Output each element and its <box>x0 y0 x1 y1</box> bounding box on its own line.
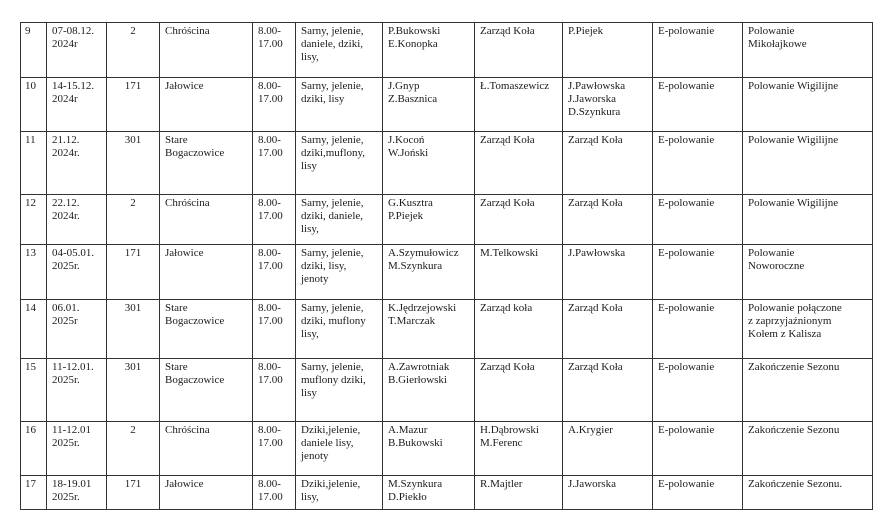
responsible-line: Zarząd Koła <box>568 302 623 314</box>
registration-cell: E-polowanie <box>653 359 743 422</box>
hours-line: 8.00- <box>258 361 281 373</box>
date-cell <box>47 359 107 422</box>
table-row <box>21 359 873 422</box>
hours-cell <box>253 132 296 195</box>
location-line: Stare <box>165 302 188 314</box>
hunt-name-cell <box>743 476 873 510</box>
hunt-leaders-line: G.Kusztra <box>388 197 433 209</box>
responsible-cell <box>563 300 653 359</box>
hunt-name-cell <box>743 78 873 132</box>
row-number-cell: 17 <box>21 476 47 510</box>
organizer-cell <box>475 132 563 195</box>
organizer-cell <box>475 245 563 300</box>
date-line: 21.12. <box>52 134 80 146</box>
date-line: 2025r. <box>52 374 80 386</box>
responsible-line: J.Pawłowska <box>568 80 626 92</box>
hunt-name-line: Polowanie Wigilijne <box>748 197 839 209</box>
organizer-line: Zarząd Koła <box>480 197 535 209</box>
location-line: Bogaczowice <box>165 315 225 327</box>
registration-cell: E-polowanie <box>653 195 743 245</box>
hunt-leaders-cell <box>383 78 475 132</box>
date-line: 04-05.01. <box>52 247 95 259</box>
date-line: 2024r <box>52 38 78 50</box>
row-number-cell: 9 <box>21 23 47 78</box>
organizer-line: R.Majtler <box>480 478 523 490</box>
organizer-line: Zarząd Koła <box>480 134 535 146</box>
location-cell <box>160 195 253 245</box>
hunt-leaders-line: D.Piekło <box>388 491 427 503</box>
location-cell <box>160 132 253 195</box>
hunt-name-line: Polowanie Wigilijne <box>748 134 839 146</box>
location-line: Jałowice <box>165 80 204 92</box>
organizer-cell <box>475 78 563 132</box>
registration-cell: E-polowanie <box>653 476 743 510</box>
date-cell <box>47 195 107 245</box>
date-cell <box>47 245 107 300</box>
date-cell <box>47 422 107 476</box>
hunt-name-line: z zaprzyjaźnionym <box>748 315 832 327</box>
location-cell <box>160 359 253 422</box>
hunt-leaders-line: B.Bukowski <box>388 437 443 449</box>
game-species-line: Sarny, jelenie, <box>301 361 364 373</box>
game-species-line: dziki, muflony <box>301 315 366 327</box>
hours-line: 17.00 <box>258 315 283 327</box>
responsible-line: D.Szynkura <box>568 106 621 118</box>
table-row <box>21 422 873 476</box>
table-row <box>21 23 873 78</box>
date-line: 06.01. <box>52 302 80 314</box>
date-line: 11-12.01 <box>52 424 92 436</box>
organizer-cell <box>475 359 563 422</box>
registration-cell: E-polowanie <box>653 245 743 300</box>
game-species-line: dziki, lisy <box>301 93 345 105</box>
responsible-line: Zarząd Koła <box>568 197 623 209</box>
location-line: Chróścina <box>165 197 210 209</box>
date-line: 2025r. <box>52 491 80 503</box>
organizer-line: M.Ferenc <box>480 437 523 449</box>
game-species-line: jenoty <box>301 273 329 285</box>
hunting-district-cell: 171 <box>107 245 160 300</box>
responsible-cell <box>563 23 653 78</box>
hunt-leaders-line: M.Szynkura <box>388 478 443 490</box>
hours-cell <box>253 195 296 245</box>
game-species-line: lisy, <box>301 328 319 340</box>
date-line: 07-08.12. <box>52 25 95 37</box>
location-cell <box>160 245 253 300</box>
game-species-line: Dziki,jelenie, <box>301 424 361 436</box>
hours-cell <box>253 476 296 510</box>
hours-line: 17.00 <box>258 491 283 503</box>
hunt-name-line: Polowanie <box>748 25 795 37</box>
hunt-leaders-line: B.Gierłowski <box>388 374 447 386</box>
game-species-line: lisy, <box>301 51 319 63</box>
hunting-district-cell: 301 <box>107 359 160 422</box>
hunt-name-cell <box>743 23 873 78</box>
hours-line: 8.00- <box>258 247 281 259</box>
table-row <box>21 245 873 300</box>
hours-line: 17.00 <box>258 260 283 272</box>
location-cell <box>160 422 253 476</box>
date-line: 18-19.01 <box>52 478 92 490</box>
location-line: Bogaczowice <box>165 147 225 159</box>
hunt-leaders-cell <box>383 422 475 476</box>
responsible-cell <box>563 132 653 195</box>
location-line: Stare <box>165 361 188 373</box>
game-species-line: lisy <box>301 160 317 172</box>
date-line: 2024r. <box>52 147 80 159</box>
hunt-name-cell <box>743 300 873 359</box>
hours-line: 17.00 <box>258 147 283 159</box>
organizer-line: Zarząd koła <box>480 302 533 314</box>
game-species-line: daniele, dziki, <box>301 38 364 50</box>
hunt-leaders-line: P.Bukowski <box>388 25 441 37</box>
hunt-leaders-line: P.Piejek <box>388 210 424 222</box>
hunting-district-cell: 2 <box>107 422 160 476</box>
row-number-cell: 16 <box>21 422 47 476</box>
organizer-cell <box>475 300 563 359</box>
game-species-line: Sarny, jelenie, <box>301 134 364 146</box>
hunting-district-cell: 171 <box>107 78 160 132</box>
hunt-name-line: Zakończenie Sezonu <box>748 424 840 436</box>
hunting-district-cell: 301 <box>107 300 160 359</box>
hunt-leaders-line: W.Joński <box>388 147 429 159</box>
location-line: Jałowice <box>165 478 204 490</box>
date-line: 2024r <box>52 93 78 105</box>
game-species-line: jenoty <box>301 450 329 462</box>
date-line: 2025r <box>52 315 78 327</box>
hunt-name-line: Kołem z Kalisza <box>748 328 822 340</box>
registration-cell: E-polowanie <box>653 23 743 78</box>
hunt-name-cell <box>743 132 873 195</box>
hunt-leaders-line: A.Mazur <box>388 424 428 436</box>
organizer-cell <box>475 476 563 510</box>
hunt-leaders-line: Z.Basznica <box>388 93 438 105</box>
organizer-line: H.Dąbrowski <box>480 424 539 436</box>
row-number-cell: 14 <box>21 300 47 359</box>
responsible-cell <box>563 78 653 132</box>
hours-cell <box>253 359 296 422</box>
game-species-line: dziki, daniele, <box>301 210 364 222</box>
date-cell <box>47 476 107 510</box>
game-species-cell <box>296 78 383 132</box>
date-cell <box>47 78 107 132</box>
location-line: Bogaczowice <box>165 374 225 386</box>
location-cell <box>160 78 253 132</box>
game-species-line: lisy, <box>301 491 319 503</box>
row-number-cell: 12 <box>21 195 47 245</box>
hunt-leaders-cell <box>383 359 475 422</box>
hours-line: 17.00 <box>258 374 283 386</box>
hours-line: 8.00- <box>258 424 281 436</box>
hunt-leaders-cell <box>383 195 475 245</box>
registration-cell: E-polowanie <box>653 132 743 195</box>
hours-cell <box>253 78 296 132</box>
location-cell <box>160 300 253 359</box>
row-number-cell: 15 <box>21 359 47 422</box>
date-line: 11-12.01. <box>52 361 94 373</box>
game-species-line: Dziki,jelenie, <box>301 478 361 490</box>
hunt-name-cell <box>743 359 873 422</box>
organizer-line: Zarząd Koła <box>480 25 535 37</box>
hours-line: 17.00 <box>258 93 283 105</box>
responsible-cell <box>563 422 653 476</box>
hours-cell <box>253 245 296 300</box>
game-species-line: Sarny, jelenie, <box>301 247 364 259</box>
game-species-line: Sarny, jelenie, <box>301 302 364 314</box>
hours-line: 8.00- <box>258 302 281 314</box>
hours-line: 8.00- <box>258 25 281 37</box>
date-cell <box>47 300 107 359</box>
hunt-schedule-table <box>20 22 873 510</box>
game-species-line: Sarny, jelenie, <box>301 80 364 92</box>
game-species-line: Sarny, jelenie, <box>301 25 364 37</box>
hunt-name-cell <box>743 245 873 300</box>
game-species-line: Sarny, jelenie, <box>301 197 364 209</box>
responsible-line: A.Krygier <box>568 424 613 436</box>
responsible-line: Zarząd Koła <box>568 361 623 373</box>
responsible-line: J.Pawłowska <box>568 247 626 259</box>
hunt-leaders-line: K.Jędrzejowski <box>388 302 457 314</box>
hours-cell <box>253 23 296 78</box>
table-body <box>21 23 873 510</box>
hours-line: 8.00- <box>258 134 281 146</box>
organizer-line: Ł.Tomaszewicz <box>480 80 550 92</box>
hours-line: 17.00 <box>258 437 283 449</box>
responsible-cell <box>563 476 653 510</box>
game-species-cell <box>296 245 383 300</box>
hunt-leaders-line: M.Szynkura <box>388 260 443 272</box>
game-species-cell <box>296 422 383 476</box>
game-species-line: dziki, lisy, <box>301 260 347 272</box>
location-line: Chróścina <box>165 25 210 37</box>
hunt-leaders-cell <box>383 476 475 510</box>
date-cell <box>47 23 107 78</box>
game-species-cell <box>296 359 383 422</box>
table-row <box>21 300 873 359</box>
hunt-name-line: Mikołajkowe <box>748 38 807 50</box>
organizer-line: M.Telkowski <box>480 247 539 259</box>
game-species-cell <box>296 195 383 245</box>
hunting-district-cell: 2 <box>107 195 160 245</box>
organizer-cell <box>475 422 563 476</box>
game-species-line: lisy, <box>301 223 319 235</box>
hunt-name-line: Zakończenie Sezonu. <box>748 478 843 490</box>
date-line: 2024r. <box>52 210 80 222</box>
hunt-name-line: Polowanie połączone <box>748 302 842 314</box>
hunt-leaders-line: J.Gnyp <box>388 80 420 92</box>
location-line: Chróścina <box>165 424 210 436</box>
hunt-leaders-cell <box>383 132 475 195</box>
location-line: Stare <box>165 134 188 146</box>
hunting-district-cell: 171 <box>107 476 160 510</box>
hunt-leaders-line: A.Zawrotniak <box>388 361 450 373</box>
hunt-leaders-cell <box>383 23 475 78</box>
game-species-cell <box>296 476 383 510</box>
responsible-line: P.Piejek <box>568 25 604 37</box>
hunt-leaders-line: T.Marczak <box>388 315 436 327</box>
responsible-cell <box>563 195 653 245</box>
hunt-leaders-cell <box>383 245 475 300</box>
table-row <box>21 132 873 195</box>
hours-line: 17.00 <box>258 210 283 222</box>
date-line: 22.12. <box>52 197 80 209</box>
game-species-cell <box>296 300 383 359</box>
hours-line: 8.00- <box>258 478 281 490</box>
responsible-cell <box>563 359 653 422</box>
hunt-leaders-line: J.Kocoń <box>388 134 425 146</box>
table-row <box>21 78 873 132</box>
row-number-cell: 10 <box>21 78 47 132</box>
hunt-name-line: Polowanie Wigilijne <box>748 80 839 92</box>
responsible-line: J.Jaworska <box>568 478 616 490</box>
game-species-line: daniele lisy, <box>301 437 354 449</box>
game-species-cell <box>296 132 383 195</box>
row-number-cell: 11 <box>21 132 47 195</box>
responsible-line: J.Jaworska <box>568 93 616 105</box>
date-line: 14-15.12. <box>52 80 95 92</box>
organizer-line: Zarząd Koła <box>480 361 535 373</box>
table-row <box>21 476 873 510</box>
hunt-name-line: Zakończenie Sezonu <box>748 361 840 373</box>
hours-line: 8.00- <box>258 197 281 209</box>
hours-line: 8.00- <box>258 80 281 92</box>
hunting-district-cell: 2 <box>107 23 160 78</box>
game-species-line: dziki,muflony, <box>301 147 366 159</box>
registration-cell: E-polowanie <box>653 422 743 476</box>
location-cell <box>160 23 253 78</box>
responsible-line: Zarząd Koła <box>568 134 623 146</box>
hunt-name-line: Noworoczne <box>748 260 805 272</box>
hours-cell <box>253 300 296 359</box>
date-line: 2025r. <box>52 437 80 449</box>
organizer-cell <box>475 195 563 245</box>
organizer-cell <box>475 23 563 78</box>
hunt-leaders-cell <box>383 300 475 359</box>
hunt-name-cell <box>743 195 873 245</box>
hunt-name-cell <box>743 422 873 476</box>
game-species-line: lisy <box>301 387 317 399</box>
registration-cell: E-polowanie <box>653 300 743 359</box>
location-cell <box>160 476 253 510</box>
game-species-line: muflony dziki, <box>301 374 366 386</box>
location-line: Jałowice <box>165 247 204 259</box>
hunt-name-line: Polowanie <box>748 247 795 259</box>
date-line: 2025r. <box>52 260 80 272</box>
game-species-cell <box>296 23 383 78</box>
hunt-leaders-line: E.Konopka <box>388 38 438 50</box>
hours-line: 17.00 <box>258 38 283 50</box>
row-number-cell: 13 <box>21 245 47 300</box>
responsible-cell <box>563 245 653 300</box>
date-cell <box>47 132 107 195</box>
hunting-district-cell: 301 <box>107 132 160 195</box>
hours-cell <box>253 422 296 476</box>
hunt-leaders-line: A.Szymułowicz <box>388 247 459 259</box>
registration-cell: E-polowanie <box>653 78 743 132</box>
table-row <box>21 195 873 245</box>
